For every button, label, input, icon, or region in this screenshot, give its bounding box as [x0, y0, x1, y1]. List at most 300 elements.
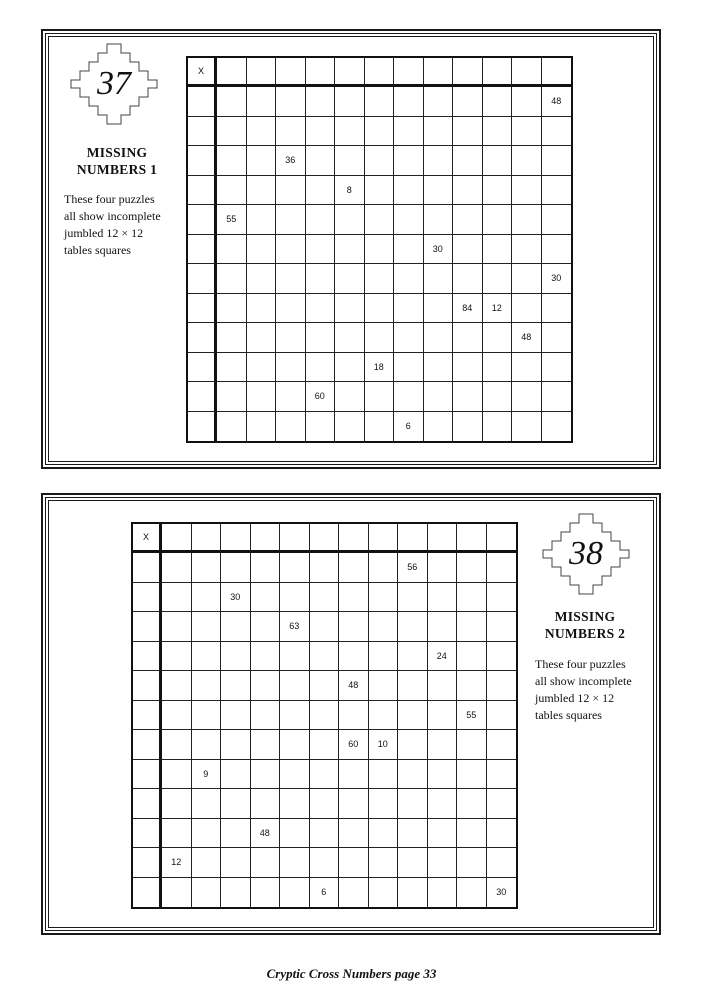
grid-cell[interactable]	[192, 789, 222, 819]
grid-cell[interactable]	[424, 176, 454, 206]
grid-cell[interactable]	[192, 819, 222, 849]
header-cell-col-10[interactable]	[428, 524, 458, 553]
header-cell-row-1[interactable]	[188, 87, 217, 117]
grid-cell[interactable]	[424, 323, 454, 353]
header-cell-row-3[interactable]	[188, 146, 217, 176]
grid-cell[interactable]	[310, 612, 340, 642]
grid-cell[interactable]	[542, 323, 572, 353]
header-cell-col-10[interactable]	[483, 58, 513, 87]
header-cell-col-8[interactable]	[369, 524, 399, 553]
grid-cell[interactable]	[217, 176, 247, 206]
header-cell-row-10[interactable]	[133, 819, 162, 849]
grid-cell[interactable]	[339, 612, 369, 642]
grid-cell[interactable]	[217, 323, 247, 353]
grid-cell[interactable]	[162, 730, 192, 760]
grid-cell[interactable]	[280, 878, 310, 908]
grid-cell[interactable]	[394, 323, 424, 353]
grid-cell[interactable]	[276, 264, 306, 294]
grid-cell[interactable]	[339, 819, 369, 849]
header-cell-row-2[interactable]	[133, 583, 162, 613]
header-cell-row-9[interactable]	[133, 789, 162, 819]
grid-cell[interactable]	[217, 264, 247, 294]
grid-cell[interactable]	[280, 819, 310, 849]
grid-cell[interactable]	[251, 730, 281, 760]
grid-cell[interactable]	[428, 671, 458, 701]
grid-cell[interactable]	[512, 87, 542, 117]
grid-cell[interactable]	[280, 789, 310, 819]
grid-cell[interactable]	[398, 848, 428, 878]
grid-cell[interactable]	[457, 878, 487, 908]
grid-cell[interactable]	[394, 205, 424, 235]
grid-cell[interactable]	[424, 87, 454, 117]
grid-cell[interactable]	[251, 878, 281, 908]
grid-cell[interactable]	[483, 176, 513, 206]
grid-cell[interactable]	[339, 553, 369, 583]
header-cell-col-6[interactable]	[310, 524, 340, 553]
grid-cell[interactable]	[247, 353, 277, 383]
grid-cell[interactable]	[398, 583, 428, 613]
header-cell-col-12[interactable]	[542, 58, 572, 87]
grid-cell[interactable]	[310, 642, 340, 672]
grid-cell[interactable]	[542, 146, 572, 176]
grid-cell[interactable]	[192, 671, 222, 701]
grid-cell[interactable]	[310, 701, 340, 731]
grid-cell[interactable]	[483, 323, 513, 353]
grid-cell[interactable]	[483, 353, 513, 383]
grid-cell[interactable]	[339, 701, 369, 731]
grid-cell[interactable]	[251, 789, 281, 819]
grid-cell[interactable]	[428, 760, 458, 790]
grid-cell[interactable]	[398, 819, 428, 849]
header-cell-col-9[interactable]	[398, 524, 428, 553]
grid-cell[interactable]	[487, 553, 517, 583]
grid-cell[interactable]	[306, 176, 336, 206]
grid-cell[interactable]	[398, 760, 428, 790]
grid-cell[interactable]	[483, 205, 513, 235]
grid-cell[interactable]	[512, 235, 542, 265]
header-cell-col-2[interactable]	[247, 58, 277, 87]
grid-cell[interactable]	[217, 412, 247, 442]
grid-cell[interactable]	[487, 760, 517, 790]
grid-cell[interactable]	[487, 671, 517, 701]
grid-cell[interactable]	[310, 760, 340, 790]
grid-cell[interactable]	[276, 294, 306, 324]
grid-cell[interactable]	[457, 553, 487, 583]
grid-cell[interactable]	[221, 642, 251, 672]
grid-cell[interactable]	[217, 353, 247, 383]
grid-cell[interactable]	[192, 583, 222, 613]
grid-cell[interactable]	[398, 878, 428, 908]
grid-cell[interactable]	[424, 382, 454, 412]
grid-cell[interactable]	[369, 671, 399, 701]
grid-cell[interactable]	[453, 382, 483, 412]
grid-cell[interactable]	[251, 848, 281, 878]
grid-cell[interactable]	[394, 235, 424, 265]
grid-cell[interactable]	[365, 323, 395, 353]
grid-cell[interactable]	[306, 235, 336, 265]
grid-cell[interactable]	[453, 117, 483, 147]
grid-cell[interactable]	[483, 87, 513, 117]
header-cell-row-7[interactable]	[133, 730, 162, 760]
grid-cell[interactable]	[221, 848, 251, 878]
grid-cell[interactable]	[369, 553, 399, 583]
grid-cell[interactable]	[335, 323, 365, 353]
grid-cell[interactable]	[306, 205, 336, 235]
grid-cell[interactable]	[192, 612, 222, 642]
grid-cell[interactable]	[339, 848, 369, 878]
grid-cell[interactable]	[217, 87, 247, 117]
header-cell-row-8[interactable]	[188, 294, 217, 324]
header-cell-row-4[interactable]	[188, 176, 217, 206]
grid-cell[interactable]	[247, 235, 277, 265]
grid-cell[interactable]	[306, 323, 336, 353]
grid-cell[interactable]	[335, 294, 365, 324]
grid-cell[interactable]	[512, 205, 542, 235]
grid-cell[interactable]	[453, 412, 483, 442]
grid-cell[interactable]	[335, 235, 365, 265]
grid-cell[interactable]	[365, 264, 395, 294]
header-cell-col-4[interactable]	[251, 524, 281, 553]
grid-cell[interactable]	[276, 117, 306, 147]
grid-cell[interactable]	[247, 323, 277, 353]
grid-cell[interactable]	[457, 760, 487, 790]
grid-cell[interactable]	[276, 235, 306, 265]
header-cell-row-4[interactable]	[133, 642, 162, 672]
grid-cell[interactable]	[398, 789, 428, 819]
grid-cell[interactable]	[276, 382, 306, 412]
grid-cell[interactable]	[339, 760, 369, 790]
grid-cell[interactable]	[251, 671, 281, 701]
grid-cell[interactable]	[339, 583, 369, 613]
grid-cell[interactable]	[192, 878, 222, 908]
grid-cell[interactable]	[221, 878, 251, 908]
grid-cell[interactable]	[428, 583, 458, 613]
grid-cell[interactable]	[457, 612, 487, 642]
grid-cell[interactable]	[483, 382, 513, 412]
header-cell-col-11[interactable]	[457, 524, 487, 553]
grid-cell[interactable]	[487, 730, 517, 760]
grid-cell[interactable]	[310, 671, 340, 701]
grid-cell[interactable]	[424, 146, 454, 176]
grid-cell[interactable]	[428, 730, 458, 760]
grid-cell[interactable]	[217, 235, 247, 265]
grid-cell[interactable]	[162, 878, 192, 908]
grid-cell[interactable]	[483, 264, 513, 294]
grid-cell[interactable]	[276, 205, 306, 235]
grid-cell[interactable]	[512, 117, 542, 147]
header-cell-col-4[interactable]	[306, 58, 336, 87]
grid-cell[interactable]	[162, 642, 192, 672]
grid-cell[interactable]	[276, 412, 306, 442]
grid-cell[interactable]	[369, 789, 399, 819]
grid-cell[interactable]	[512, 264, 542, 294]
grid-cell[interactable]	[542, 294, 572, 324]
grid-cell[interactable]	[457, 583, 487, 613]
header-cell-col-5[interactable]	[335, 58, 365, 87]
grid-cell[interactable]	[251, 642, 281, 672]
grid-cell[interactable]	[542, 412, 572, 442]
grid-cell[interactable]	[424, 294, 454, 324]
grid-cell[interactable]	[512, 176, 542, 206]
grid-cell[interactable]	[365, 146, 395, 176]
grid-cell[interactable]	[310, 553, 340, 583]
header-cell-col-2[interactable]	[192, 524, 222, 553]
grid-cell[interactable]	[394, 117, 424, 147]
header-cell-col-1[interactable]	[162, 524, 192, 553]
grid-cell[interactable]	[306, 412, 336, 442]
grid-cell[interactable]	[542, 235, 572, 265]
grid-cell[interactable]	[251, 612, 281, 642]
grid-cell[interactable]	[487, 612, 517, 642]
header-cell-col-1[interactable]	[217, 58, 247, 87]
header-cell-row-7[interactable]	[188, 264, 217, 294]
grid-cell[interactable]	[280, 671, 310, 701]
grid-cell[interactable]	[424, 353, 454, 383]
grid-cell[interactable]	[162, 671, 192, 701]
grid-cell[interactable]	[276, 323, 306, 353]
grid-cell[interactable]	[365, 235, 395, 265]
header-cell-row-12[interactable]	[133, 878, 162, 908]
header-cell-col-5[interactable]	[280, 524, 310, 553]
grid-cell[interactable]	[280, 583, 310, 613]
grid-cell[interactable]	[487, 848, 517, 878]
grid-cell[interactable]	[247, 264, 277, 294]
grid-cell[interactable]	[162, 553, 192, 583]
header-cell-col-9[interactable]	[453, 58, 483, 87]
grid-cell[interactable]	[398, 612, 428, 642]
header-cell-row-6[interactable]	[133, 701, 162, 731]
grid-cell[interactable]	[483, 146, 513, 176]
header-cell-col-7[interactable]	[339, 524, 369, 553]
grid-cell[interactable]	[221, 553, 251, 583]
grid-cell[interactable]	[247, 294, 277, 324]
grid-cell[interactable]	[369, 760, 399, 790]
grid-cell[interactable]	[280, 848, 310, 878]
grid-cell[interactable]	[365, 382, 395, 412]
grid-cell[interactable]	[365, 412, 395, 442]
grid-cell[interactable]	[394, 146, 424, 176]
grid-cell[interactable]	[247, 87, 277, 117]
grid-cell[interactable]	[280, 760, 310, 790]
grid-cell[interactable]	[398, 642, 428, 672]
grid-cell[interactable]	[217, 382, 247, 412]
grid-cell[interactable]	[487, 583, 517, 613]
grid-cell[interactable]	[310, 848, 340, 878]
grid-cell[interactable]	[280, 701, 310, 731]
grid-cell[interactable]	[192, 730, 222, 760]
grid-cell[interactable]	[310, 730, 340, 760]
grid-cell[interactable]	[398, 671, 428, 701]
header-cell-row-11[interactable]	[188, 382, 217, 412]
grid-cell[interactable]	[394, 87, 424, 117]
grid-cell[interactable]	[221, 819, 251, 849]
grid-cell[interactable]	[457, 671, 487, 701]
grid-cell[interactable]	[335, 146, 365, 176]
grid-cell[interactable]	[424, 205, 454, 235]
grid-cell[interactable]	[339, 789, 369, 819]
grid-cell[interactable]	[424, 264, 454, 294]
grid-cell[interactable]	[335, 412, 365, 442]
grid-cell[interactable]	[306, 353, 336, 383]
grid-cell[interactable]	[280, 642, 310, 672]
header-cell-row-1[interactable]	[133, 553, 162, 583]
grid-cell[interactable]	[398, 730, 428, 760]
grid-cell[interactable]	[369, 701, 399, 731]
grid-cell[interactable]	[428, 789, 458, 819]
header-cell-col-3[interactable]	[276, 58, 306, 87]
grid-cell[interactable]	[483, 235, 513, 265]
grid-cell[interactable]	[453, 235, 483, 265]
grid-cell[interactable]	[512, 294, 542, 324]
grid-cell[interactable]	[542, 117, 572, 147]
grid-cell[interactable]	[398, 701, 428, 731]
grid-cell[interactable]	[428, 819, 458, 849]
header-cell-row-3[interactable]	[133, 612, 162, 642]
grid-cell[interactable]	[247, 382, 277, 412]
grid-cell[interactable]	[335, 353, 365, 383]
grid-cell[interactable]	[394, 264, 424, 294]
header-cell-col-3[interactable]	[221, 524, 251, 553]
grid-cell[interactable]	[280, 553, 310, 583]
grid-cell[interactable]	[457, 819, 487, 849]
grid-cell[interactable]	[162, 819, 192, 849]
header-cell-col-12[interactable]	[487, 524, 517, 553]
header-cell-row-10[interactable]	[188, 353, 217, 383]
grid-cell[interactable]	[453, 353, 483, 383]
grid-cell[interactable]	[428, 878, 458, 908]
grid-cell[interactable]	[251, 553, 281, 583]
grid-cell[interactable]	[306, 264, 336, 294]
header-cell-row-11[interactable]	[133, 848, 162, 878]
grid-cell[interactable]	[247, 205, 277, 235]
grid-cell[interactable]	[221, 671, 251, 701]
grid-cell[interactable]	[221, 730, 251, 760]
grid-cell[interactable]	[424, 412, 454, 442]
grid-cell[interactable]	[394, 353, 424, 383]
grid-cell[interactable]	[162, 760, 192, 790]
grid-cell[interactable]	[192, 848, 222, 878]
grid-cell[interactable]	[369, 612, 399, 642]
header-cell-row-5[interactable]	[188, 205, 217, 235]
grid-cell[interactable]	[310, 819, 340, 849]
grid-cell[interactable]	[365, 205, 395, 235]
grid-cell[interactable]	[394, 382, 424, 412]
grid-cell[interactable]	[335, 117, 365, 147]
grid-cell[interactable]	[162, 701, 192, 731]
grid-cell[interactable]	[247, 412, 277, 442]
grid-cell[interactable]	[217, 294, 247, 324]
grid-cell[interactable]	[162, 583, 192, 613]
grid-cell[interactable]	[221, 701, 251, 731]
grid-cell[interactable]	[369, 583, 399, 613]
grid-cell[interactable]	[280, 730, 310, 760]
grid-cell[interactable]	[487, 642, 517, 672]
grid-cell[interactable]	[335, 205, 365, 235]
grid-cell[interactable]	[369, 819, 399, 849]
grid-cell[interactable]	[542, 176, 572, 206]
grid-cell[interactable]	[428, 848, 458, 878]
header-cell-row-9[interactable]	[188, 323, 217, 353]
grid-cell[interactable]	[453, 176, 483, 206]
grid-cell[interactable]	[192, 553, 222, 583]
grid-cell[interactable]	[162, 789, 192, 819]
grid-cell[interactable]	[453, 264, 483, 294]
grid-cell[interactable]	[251, 760, 281, 790]
grid-cell[interactable]	[483, 412, 513, 442]
grid-cell[interactable]	[310, 789, 340, 819]
grid-cell[interactable]	[217, 117, 247, 147]
grid-cell[interactable]	[542, 353, 572, 383]
grid-cell[interactable]	[453, 323, 483, 353]
grid-cell[interactable]	[247, 146, 277, 176]
grid-cell[interactable]	[365, 176, 395, 206]
grid-cell[interactable]	[424, 117, 454, 147]
grid-cell[interactable]	[428, 612, 458, 642]
grid-cell[interactable]	[310, 583, 340, 613]
grid-cell[interactable]	[306, 87, 336, 117]
grid-cell[interactable]	[483, 117, 513, 147]
grid-cell[interactable]	[542, 382, 572, 412]
grid-cell[interactable]	[542, 205, 572, 235]
grid-cell[interactable]	[192, 642, 222, 672]
header-cell-col-11[interactable]	[512, 58, 542, 87]
grid-cell[interactable]	[339, 878, 369, 908]
grid-cell[interactable]	[217, 146, 247, 176]
grid-cell[interactable]	[457, 789, 487, 819]
grid-cell[interactable]	[512, 353, 542, 383]
grid-cell[interactable]	[365, 117, 395, 147]
header-cell-row-12[interactable]	[188, 412, 217, 442]
grid-cell[interactable]	[306, 294, 336, 324]
header-cell-row-2[interactable]	[188, 117, 217, 147]
grid-cell[interactable]	[457, 642, 487, 672]
grid-cell[interactable]	[335, 382, 365, 412]
grid-cell[interactable]	[192, 701, 222, 731]
grid-cell[interactable]	[365, 87, 395, 117]
grid-cell[interactable]	[276, 87, 306, 117]
header-cell-row-8[interactable]	[133, 760, 162, 790]
grid-cell[interactable]	[276, 353, 306, 383]
grid-cell[interactable]	[306, 117, 336, 147]
grid-cell[interactable]	[453, 205, 483, 235]
header-cell-col-8[interactable]	[424, 58, 454, 87]
grid-cell[interactable]	[394, 294, 424, 324]
grid-cell[interactable]	[487, 701, 517, 731]
grid-cell[interactable]	[512, 146, 542, 176]
grid-cell[interactable]	[162, 612, 192, 642]
header-cell-row-5[interactable]	[133, 671, 162, 701]
header-cell-row-6[interactable]	[188, 235, 217, 265]
grid-cell[interactable]	[247, 117, 277, 147]
grid-cell[interactable]	[221, 760, 251, 790]
grid-cell[interactable]	[276, 176, 306, 206]
grid-cell[interactable]	[221, 789, 251, 819]
grid-cell[interactable]	[247, 176, 277, 206]
grid-cell[interactable]	[512, 412, 542, 442]
grid-cell[interactable]	[369, 848, 399, 878]
grid-cell[interactable]	[335, 264, 365, 294]
grid-cell[interactable]	[512, 382, 542, 412]
grid-cell[interactable]	[251, 701, 281, 731]
grid-cell[interactable]	[251, 583, 281, 613]
grid-cell[interactable]	[335, 87, 365, 117]
header-cell-col-6[interactable]	[365, 58, 395, 87]
grid-cell[interactable]	[369, 642, 399, 672]
grid-cell[interactable]	[306, 146, 336, 176]
grid-cell[interactable]	[339, 642, 369, 672]
grid-cell[interactable]	[453, 87, 483, 117]
grid-cell[interactable]	[487, 789, 517, 819]
